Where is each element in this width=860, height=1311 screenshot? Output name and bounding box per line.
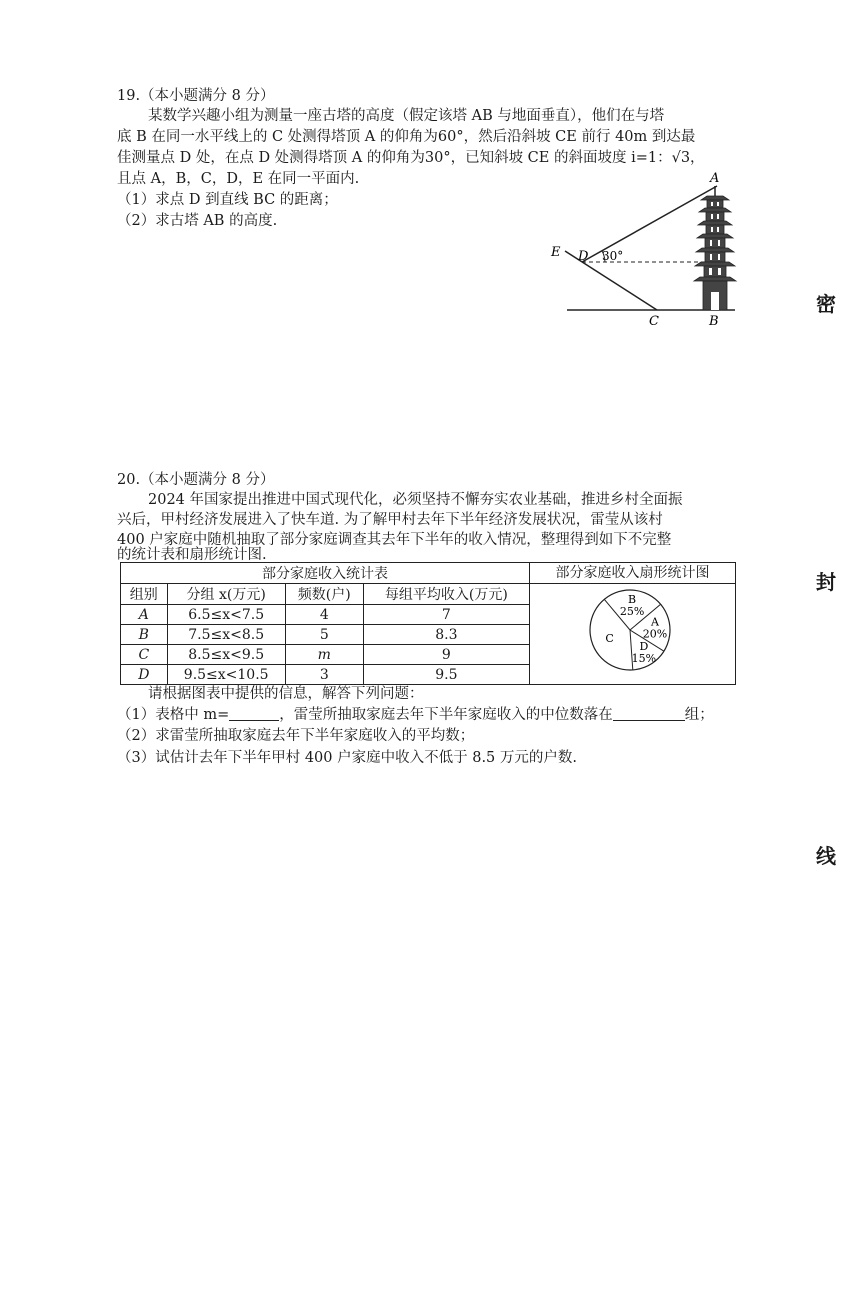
margin-char-2: 封	[816, 570, 836, 594]
answer-blank-m[interactable]	[229, 706, 279, 721]
label-c: C	[649, 314, 659, 328]
pie-pct-b: 25%	[619, 605, 645, 619]
margin-char-1: 密	[816, 292, 836, 316]
cell-range: 8.5≤x<9.5	[167, 645, 285, 665]
q20-line-1: 2024 年国家提出推进中国式现代化，必须坚持不懈夯实农业基础，推进乡村全面振	[148, 492, 683, 508]
col-header-range: 分组 x(万元)	[167, 584, 285, 605]
q19-part-1: （1）求点 D 到直线 BC 的距离；	[117, 192, 338, 208]
q19-line-1: 某数学兴趣小组为测量一座古塔的高度（假定该塔 AB 与地面垂直），他们在与塔	[148, 108, 665, 124]
label-a: A	[710, 171, 720, 186]
label-d: D	[578, 249, 589, 264]
cell-group: C	[121, 645, 168, 665]
cell-avg: 8.3	[363, 625, 529, 645]
cell-freq: 4	[285, 605, 363, 625]
pie-chart	[530, 584, 735, 679]
cell-freq: 5	[285, 625, 363, 645]
col-header-freq: 频数(户)	[285, 584, 363, 605]
cell-freq: 3	[285, 665, 363, 685]
q19-line-2: 底 B 在同一水平线上的 C 处测得塔顶 A 的仰角为60°，然后沿斜坡 CE 前行 40m 到达最	[117, 129, 696, 145]
pie-label-a: A	[650, 615, 659, 629]
chart-cell	[530, 563, 736, 685]
label-b: B	[709, 314, 719, 328]
q19-header: 19.（本小题满分 8 分）	[117, 88, 275, 104]
q20-line-3: 400 户家庭中随机抽取了部分家庭调查其去年下半年的收入情况，整理得到如下不完整	[117, 532, 672, 548]
q20-prompt: 请根据图表中提供的信息，解答下列问题：	[148, 686, 424, 702]
col-header-avg: 每组平均收入(万元)	[363, 584, 529, 605]
pie-label-b: B	[628, 593, 637, 607]
q19-line-3: 佳测量点 D 处，在点 D 处测得塔顶 A 的仰角为30°，已知斜坡 CE 的斜面坡度 i=1：√3，	[117, 150, 705, 166]
q20-part-1-a: （1）表格中 m=	[117, 707, 230, 723]
q19-line-4: 且点 A，B，C，D，E 在同一平面内.	[117, 171, 360, 187]
pagoda-figure	[545, 168, 745, 328]
cell-range: 9.5≤x<10.5	[167, 665, 285, 685]
q20-part-1	[117, 705, 714, 725]
label-e: E	[551, 245, 561, 260]
cell-group: B	[121, 625, 168, 645]
q20-part-1-b: ，雷莹所抽取家庭去年下半年家庭收入的中位数落在	[279, 707, 613, 723]
cell-range: 7.5≤x<8.5	[167, 625, 285, 645]
pie-label-d: D	[639, 640, 649, 654]
pie-label-c: C	[605, 632, 614, 646]
q20-line-2: 兴后，甲村经济发展进入了快车道. 为了解甲村去年下半年经济发展状况，雷莹从该村	[117, 512, 663, 528]
cell-range: 6.5≤x<7.5	[167, 605, 285, 625]
q20-line-4: 的统计表和扇形统计图.	[117, 547, 267, 563]
answer-blank-group[interactable]	[613, 706, 685, 721]
q20-part-2: （2）求雷莹所抽取家庭去年下半年家庭收入的平均数；	[117, 728, 475, 744]
col-header-group: 组别	[121, 584, 168, 605]
pie-pct-d: 15%	[631, 652, 657, 666]
table-title: 部分家庭收入统计表	[121, 563, 530, 584]
cell-avg: 9	[363, 645, 529, 665]
pie-pct-a: 20%	[642, 627, 668, 641]
chart-title: 部分家庭收入扇形统计图	[530, 563, 735, 584]
label-angle: 30°	[602, 249, 624, 263]
cell-group: A	[121, 605, 168, 625]
margin-char-3: 线	[816, 844, 836, 868]
income-table	[120, 562, 736, 685]
cell-avg: 9.5	[363, 665, 529, 685]
q20-header: 20.（本小题满分 8 分）	[117, 472, 275, 488]
pagoda-icon	[694, 186, 736, 310]
cell-avg: 7	[363, 605, 529, 625]
cell-freq: m	[285, 645, 363, 665]
q20-part-3: （3）试估计去年下半年甲村 400 户家庭中收入不低于 8.5 万元的户数.	[117, 750, 578, 766]
q20-part-1-c: 组；	[684, 707, 714, 723]
cell-group: D	[121, 665, 168, 685]
q19-part-2: （2）求古塔 AB 的高度.	[117, 213, 278, 229]
